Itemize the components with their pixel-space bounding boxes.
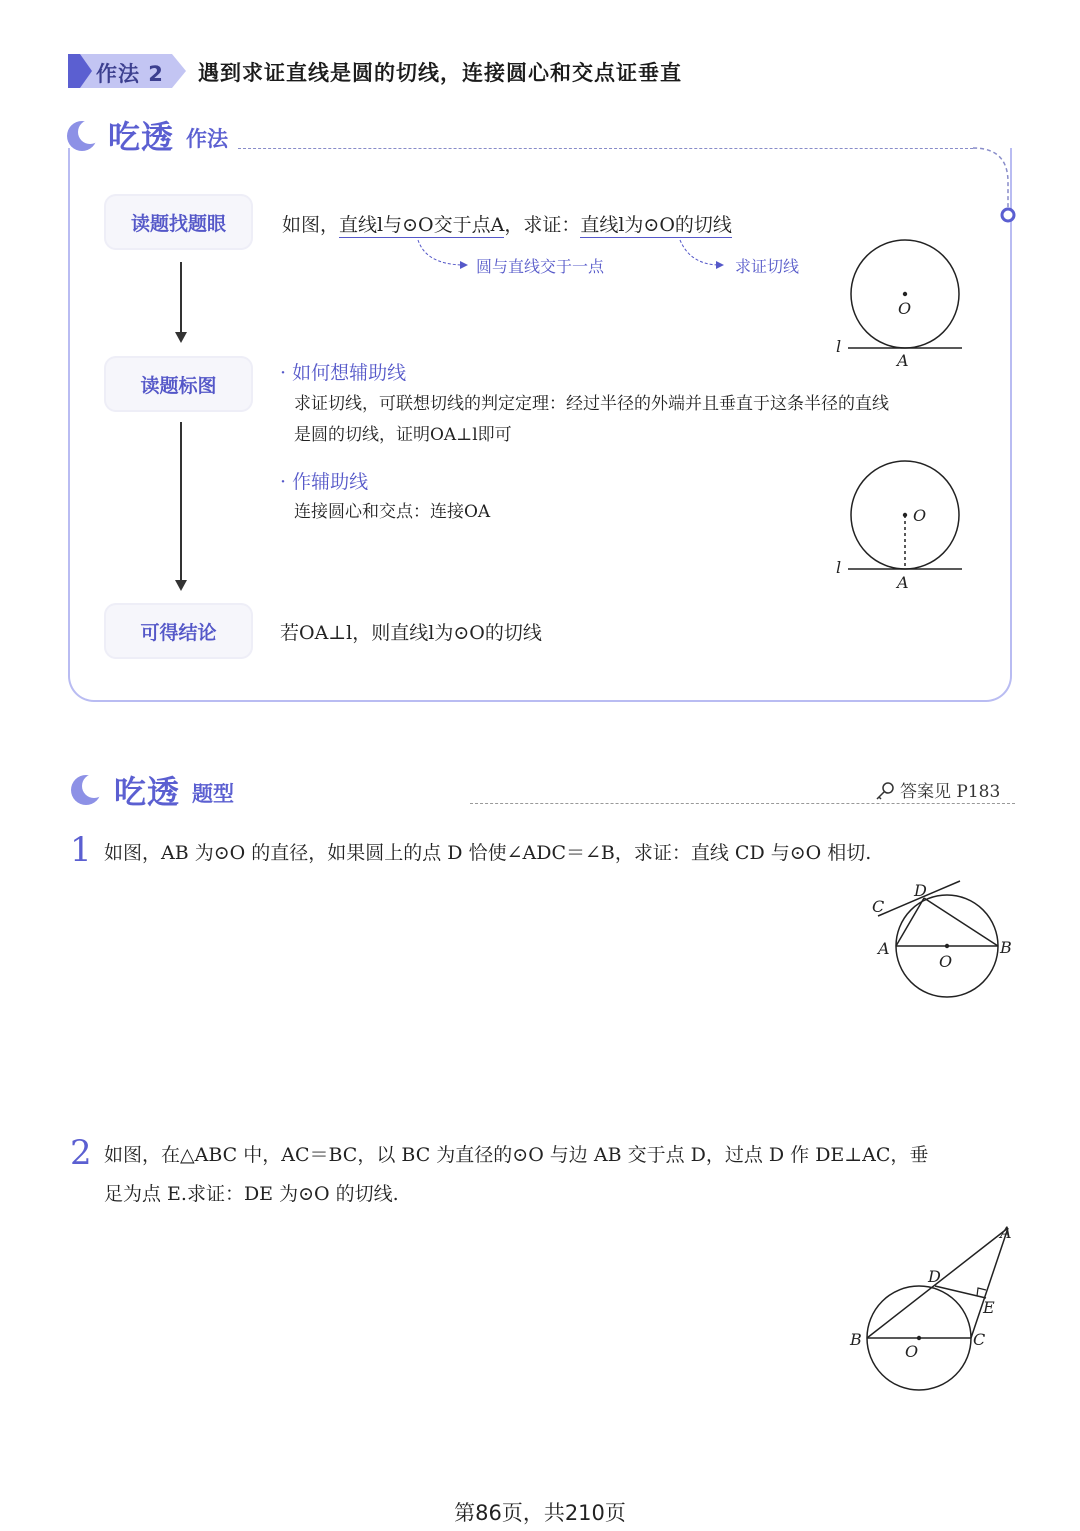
label-O: O [913,506,927,525]
label-A: A [897,351,909,370]
key-icon [874,780,896,802]
moon-icon [68,772,104,808]
statement-goal: 直线l为⊙O的切线 [580,214,732,236]
figure-circle-line [830,232,970,372]
label-l: l [836,558,842,577]
method-box-top-dash [238,148,973,149]
flow-arrow-head-2 [175,580,187,591]
question-text-2-line-2: 足为点 E.求证：DE 为⊙O 的切线. [104,1183,399,1205]
label-A: A [1000,1223,1012,1242]
conclusion-text: 若OA⊥l，则直线l为⊙O的切线 [280,622,542,644]
annotation-prove-tangent: 求证切线 [735,257,800,276]
flow-arrow-1 [180,262,182,334]
label-D: D [914,881,927,900]
label-O: O [898,299,912,318]
type-section-dash [470,803,1015,804]
problem-statement: 如图，直线l与⊙O交于点A，求证：直线l为⊙O的切线 [282,214,732,236]
method-tag-label: 作法 2 [96,62,164,86]
figure-question-2 [846,1218,1026,1398]
label-O: O [905,1342,919,1361]
step-read-key: 读题找题眼 [106,196,251,248]
label-A: A [897,573,909,592]
question-text-1: 如图，AB 为⊙O 的直径，如果圆上的点 D 恰使∠ADC＝∠B，求证：直线 CD 与⊙O 相切. [104,842,872,864]
question-number-2: 2 [70,1133,92,1173]
annotation-intersect: 圆与直线交于一点 [476,257,605,276]
label-A: A [878,939,890,958]
step-conclusion: 可得结论 [106,605,251,657]
type-section-title: 吃透 [114,773,181,811]
type-section-subtitle: 题型 [192,782,234,806]
figure-circle-radius [830,455,970,595]
step-mark-figure: 读题标图 [106,358,251,410]
label-E: E [983,1298,995,1317]
label-B: B [850,1330,862,1349]
label-l: l [836,337,842,356]
question-number-1: 1 [70,830,92,870]
answer-reference: 答案见 P183 [900,782,1001,802]
label-C: C [973,1330,986,1349]
label-C: C [872,897,885,916]
bullet-draw-aux: · 作辅助线 [280,471,369,493]
method-section-title: 吃透 [108,118,175,156]
page-footer: 第86页，共210页 [454,1501,626,1525]
flow-arrow-2 [180,422,182,582]
reason-line-1: 求证切线，可联想切线的判定定理：经过半径的外端并且垂直于这条半径的直线 [294,394,889,414]
aux-action: 连接圆心和交点：连接OA [294,502,491,522]
label-D: D [928,1267,941,1286]
flow-arrow-head-1 [175,332,187,343]
bullet-think-aux: · 如何想辅助线 [280,362,407,384]
method-section-subtitle: 作法 [186,127,228,151]
reason-line-2: 是圆的切线，证明OA⊥l即可 [294,425,512,445]
box-corner-connector [970,146,1020,226]
figure-question-1 [868,876,1024,1006]
statement-condition: 直线l与⊙O交于点A [339,214,505,236]
page-heading: 遇到求证直线是圆的切线，连接圆心和交点证垂直 [198,61,682,85]
label-O: O [939,952,953,971]
question-text-2-line-1: 如图，在△ABC 中，AC＝BC，以 BC 为直径的⊙O 与边 AB 交于点 D，过点 D 作 DE⊥AC，垂 [104,1144,929,1166]
label-B: B [1000,938,1012,957]
